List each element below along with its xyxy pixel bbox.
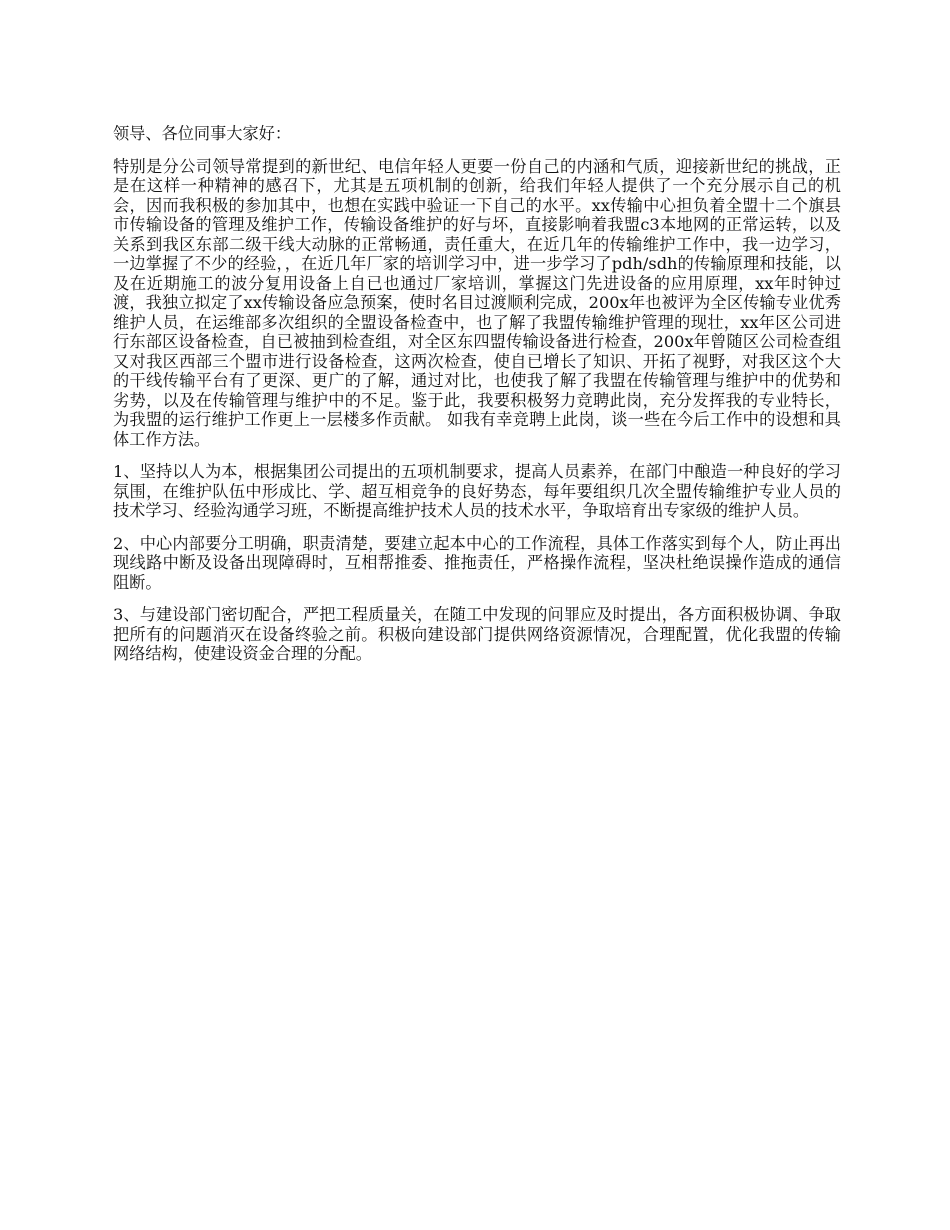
body-paragraph-point-2: 2、中心内部要分工明确，职责清楚，要建立起本中心的工作流程，具体工作落实到每个人，防止再出现线路中断及设备出现障碍时，互相帮推委、推拖责任，严格操作流程，坚决杜绝误操作造成的通信阻断。	[113, 533, 841, 592]
body-paragraph-point-3: 3、与建设部门密切配合，严把工程质量关，在随工中发现的问罪应及时提出，各方面积极协调、争取把所有的问题消灭在设备终验之前。积极向建设部门提供网络资源情况，合理配置，优化我盟的传输网络结构，使建设资金合理的分配。	[113, 605, 841, 663]
body-paragraph-point-1: 1、坚持以人为本，根据集团公司提出的五项机制要求，提高人员素养，在部门中酿造一种良好的学习氛围，在维护队伍中形成比、学、超互相竞争的良好势态，每年要组织几次全盟传输维护专业人员的技术学习、经验沟通学习班，不断提高维护技术人员的技术水平，争取培育出专家级的维护人员。	[113, 462, 841, 520]
body-paragraph-intro: 特别是分公司领导常提到的新世纪、电信年轻人更要一份自己的内涵和气质，迎接新世纪的挑战，正是在这样一种精神的感召下，尤其是五项机制的创新，给我们年轻人提供了一个充分展示自己的机会，因而我积极的参加其中，也想在实践中验证一下自己的水平。xx传输中心担负着全盟十二个旗县市传输设备的管理及维护工作，传输设备维护的好与坏，直接影响着我盟c3本地网的正常运转，以及关系到我区东部二级干线大动脉的正常畅通，责任重大，在近几年的传输维护工作中，我一边学习，一边掌握了不少的经验，，在近几年厂家的培训学习中，进一步学习了pdh/sdh的传输原理和技能，以及在近期施工的波分复用设备上自已也通过厂家培训，掌握这门先进设备的应用原理，xx年时钟过渡，我独立拟定了xx传输设备应急预案，使时名目过渡顺利完成，200x年也被评为全区传输专业优秀维护人员，在运维部多次组织的全盟设备检查中，也了解了我盟传输维护管理的现壮，xx年区公司进行东部区设备检查，自已被抽到检查组，对全区东四盟传输设备进行检查，200x年曾随区公司检查组又对我区西部三个盟市进行设备检查，这两次检查，使自已增长了知识、开拓了视野，对我区这个大的干线传输平台有了更深、更广的了解，通过对比，也使我了解了我盟在传输管理与维护中的优势和劣势，以及在传输管理与维护中的不足。鉴于此，我要积极努力竞聘此岗，充分发挥我的专业特长，为我盟的运行维护工作更上一层楼多作贡献。 如我有幸竞聘上此岗，谈一些在今后工作中的设想和具体工作方法。	[113, 156, 841, 449]
greeting-line: 领导、各位同事大家好：	[113, 124, 292, 143]
document-body	[113, 124, 841, 677]
